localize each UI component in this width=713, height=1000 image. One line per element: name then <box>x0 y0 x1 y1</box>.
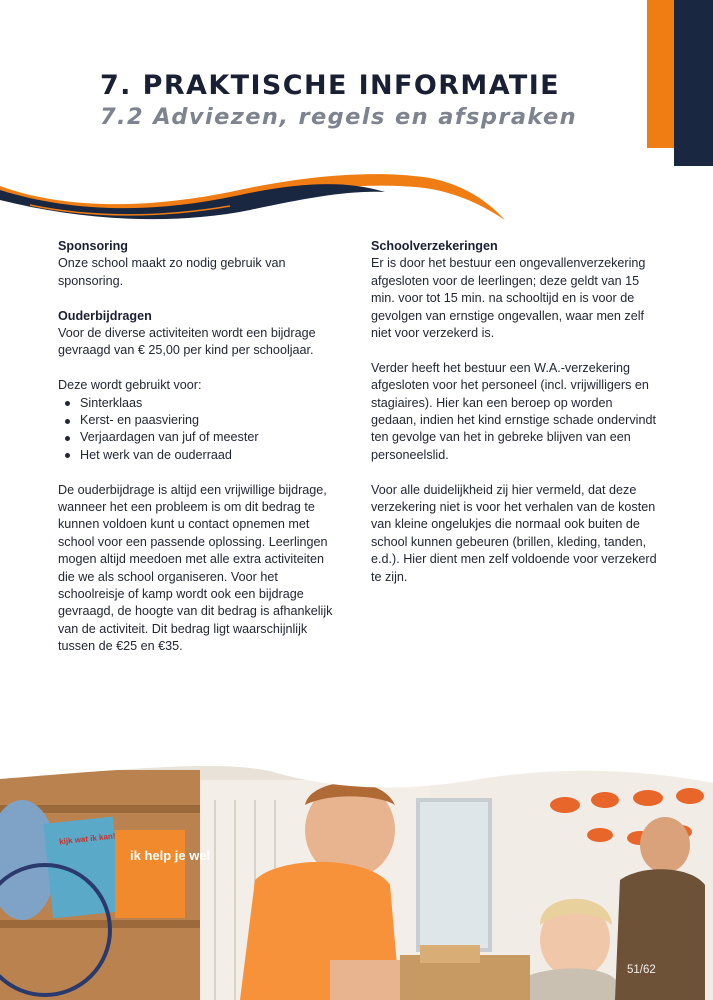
left-column <box>58 238 343 656</box>
ouderbijdragen-closing: De ouderbijdrage is altijd een vrijwillige bijdrage, wanneer het een probleem is om dit bedrag te kunnen voldoen kunt u contact opnemen met school voor een passende oplossing. Leerlingen mogen altijd meedoen met alle extra activiteiten die we als school organiseren. Voor het schoolreisje of kamp wordt ook een bijdrage gevraagd, de hoogte van dit bedrag is afhankelijk van de activiteit. Dit bedrag ligt waarschijnlijk tussen de €25 en €35. <box>58 482 333 654</box>
insurance-paragraph-1: Er is door het bestuur een ongevallenverzekering afgesloten voor de leerlingen; deze geldt van 15 min. voor tot 15 min. na schooltijd en is voor de gevolgen van ernstige ongevallen, waar men zelf niet voor verzekerd is. <box>371 256 646 341</box>
page-subtitle: 7.2 Adviezen, regels en afspraken <box>100 104 578 130</box>
contribution-list <box>58 395 343 465</box>
book-title: ik help je wel <box>130 848 211 863</box>
navy-accent-bar <box>674 0 713 166</box>
sponsoring-text: Onze school maakt zo nodig gebruik van sponsoring. <box>58 256 286 288</box>
ouderbijdragen-text: Voor de diverse activiteiten wordt een bijdrage gevraagd van € 25,00 per kind per schooljaar. <box>58 326 316 358</box>
list-intro: Deze wordt gebruikt voor: <box>58 378 202 393</box>
list-item: Sinterklaas <box>58 395 343 412</box>
ouderbijdragen-heading: Ouderbijdragen <box>58 308 152 323</box>
orange-accent-bar <box>647 0 674 148</box>
right-column <box>371 238 661 586</box>
list-item: Verjaardagen van juf of meester <box>58 429 343 446</box>
page-number: 51/62 <box>627 964 656 976</box>
sponsoring-heading: Sponsoring <box>58 239 128 253</box>
page-title: 7. PRAKTISCHE INFORMATIE <box>100 70 561 101</box>
list-item: Het werk van de ouderraad <box>58 447 343 464</box>
schoolverzekeringen-heading: Schoolverzekeringen <box>371 239 498 253</box>
list-item: Kerst- en paasviering <box>58 412 343 429</box>
insurance-paragraph-2: Verder heeft het bestuur een W.A.-verzekering afgesloten voor het personeel (incl. vrijwilligers en stagiaires). Hier kan een beroep op worden gedaan, indien het kind ernstige schade ondervindt ten gevolge van het in gebreke blijven van een personeelslid. <box>371 360 656 462</box>
decorative-swoosh <box>0 168 510 230</box>
book-title-2: kijk wat ik kan! <box>58 831 116 847</box>
insurance-paragraph-3: Voor alle duidelijkheid zij hier vermeld, dat deze verzekering niet is voor het verhalen van de kosten van kleine ongelukjes die normaal ook buiten de school kunnen gebeuren (brillen, kleding, tanden, e.d.). Hier dient men zelf voldoende voor verzekerd te zijn. <box>371 482 657 584</box>
classroom-photo <box>0 760 713 1000</box>
